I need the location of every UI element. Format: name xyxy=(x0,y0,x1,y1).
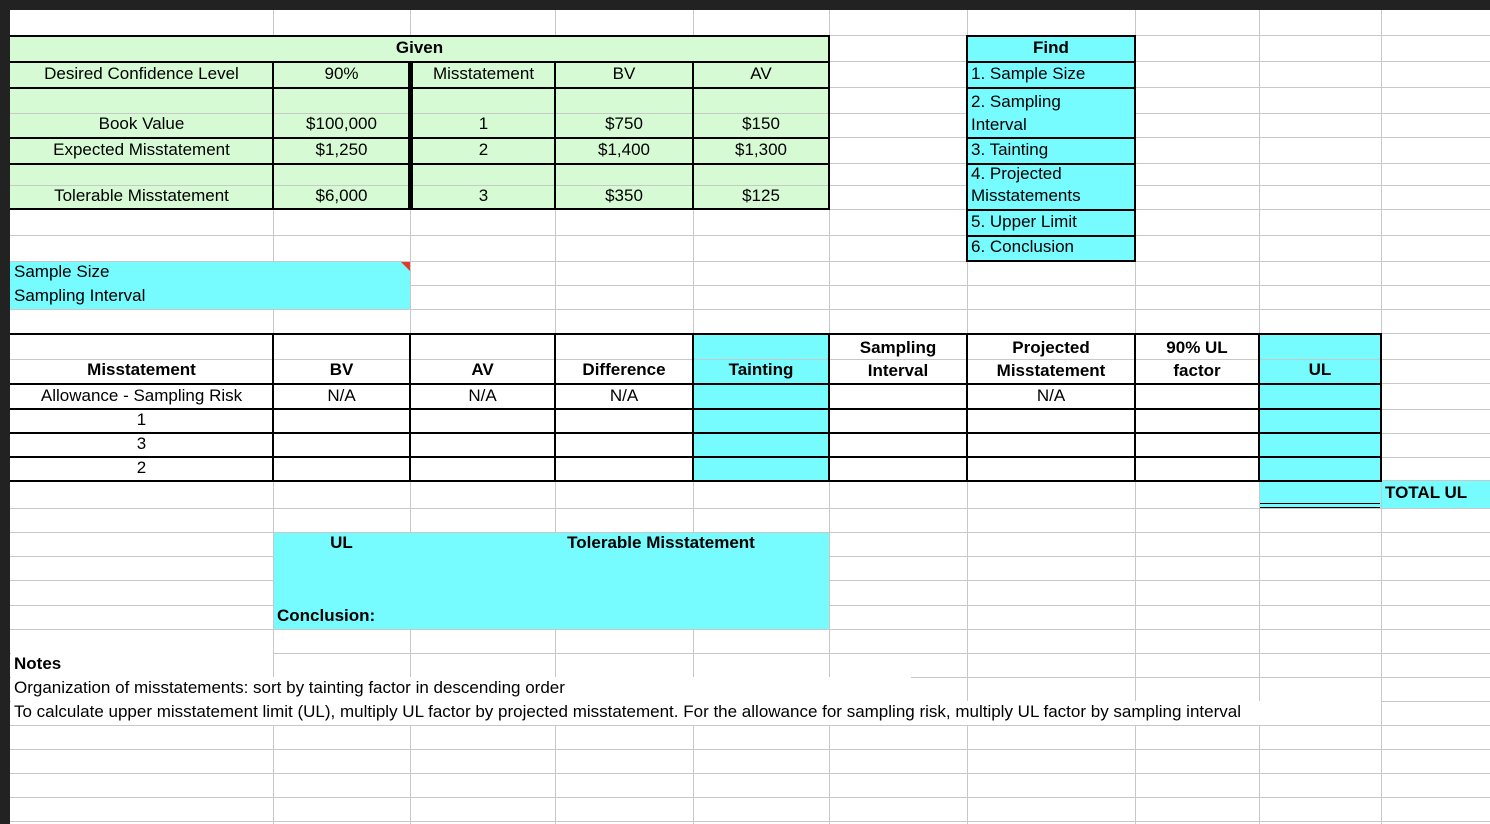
find-item-conclusion[interactable]: 6. Conclusion xyxy=(971,237,1075,256)
compare-ul-label[interactable]: UL xyxy=(330,533,353,552)
notes-line-ul-calculation[interactable]: To calculate upper misstatement limit (UL), multiply UL factor by projected misstatement. For the allowance for sampling risk, multiply UL factor by sampling interval xyxy=(11,701,1381,725)
notes-header[interactable]: Notes xyxy=(11,653,273,677)
label-confidence-level[interactable]: Desired Confidence Level xyxy=(44,64,239,83)
given-header: Given xyxy=(395,38,444,57)
misstatement-bv-1[interactable]: $750 xyxy=(605,114,643,133)
header-av[interactable]: AV xyxy=(750,64,772,83)
compare-tolerable-label[interactable]: Tolerable Misstatement xyxy=(567,533,755,552)
header-bv[interactable]: BV xyxy=(612,64,636,83)
calc-header-bv[interactable]: BV xyxy=(329,360,354,379)
calc-row-allowance-bv[interactable]: N/A xyxy=(327,386,356,405)
calc-header-misstatement[interactable]: Misstatement xyxy=(87,360,196,379)
find-item-tainting[interactable]: 3. Tainting xyxy=(971,140,1049,159)
calc-row-allowance-ul[interactable] xyxy=(1259,385,1381,409)
value-tolerable-misstatement[interactable]: $6,000 xyxy=(315,186,368,205)
calc-row-allowance-difference[interactable]: N/A xyxy=(609,386,639,405)
total-ul-label[interactable]: TOTAL UL xyxy=(1385,483,1468,502)
calc-header-av[interactable]: AV xyxy=(471,360,494,379)
conclusion-label[interactable]: Conclusion: xyxy=(277,606,376,625)
calc-cell-empty[interactable] xyxy=(693,410,829,433)
misstatement-bv-2[interactable]: $1,400 xyxy=(598,140,650,159)
calc-row-allowance-factor[interactable] xyxy=(1135,385,1259,409)
value-expected-misstatement[interactable]: $1,250 xyxy=(315,140,368,159)
misstatement-av-1[interactable]: $150 xyxy=(742,114,780,133)
row-header-edge xyxy=(0,0,10,824)
calc-row-allowance-projected[interactable]: N/A xyxy=(1036,386,1066,405)
calc-row-misstatement-2[interactable]: 2 xyxy=(136,458,147,477)
calc-row-allowance-av[interactable]: N/A xyxy=(468,386,497,405)
sample-size-label[interactable]: Sample Size xyxy=(14,262,110,281)
misstatement-id-1[interactable]: 1 xyxy=(478,114,489,133)
calc-row-misstatement-3[interactable]: 3 xyxy=(136,434,147,453)
calc-header-difference[interactable]: Difference xyxy=(582,360,666,379)
find-header: Find xyxy=(1033,38,1069,57)
misstatement-av-3[interactable]: $125 xyxy=(742,186,780,205)
label-book-value[interactable]: Book Value xyxy=(98,114,185,133)
value-confidence-level[interactable]: 90% xyxy=(324,64,359,83)
misstatement-bv-3[interactable]: $350 xyxy=(605,186,643,205)
misstatement-id-3[interactable]: 3 xyxy=(478,186,489,205)
header-misstatement[interactable]: Misstatement xyxy=(432,64,535,83)
calc-header-ul[interactable]: UL xyxy=(1308,360,1332,379)
find-item-projected-misstatements[interactable]: 4. Projected Misstatements xyxy=(971,164,1081,205)
calc-row-allowance-tainting[interactable] xyxy=(693,385,829,409)
calc-header-sampling-interval[interactable]: Sampling Interval xyxy=(859,338,937,380)
misstatement-av-2[interactable]: $1,300 xyxy=(735,140,787,159)
window-top-bar xyxy=(0,0,1490,10)
calc-header-projected-misstatement[interactable]: Projected Misstatement xyxy=(996,338,1106,380)
calc-row-allowance-label[interactable]: Allowance - Sampling Risk xyxy=(40,386,243,405)
calc-cell-empty[interactable] xyxy=(1259,410,1381,433)
sampling-interval-label[interactable]: Sampling Interval xyxy=(14,286,146,305)
notes-line-sort[interactable]: Organization of misstatements: sort by tainting factor in descending order xyxy=(11,677,911,701)
value-book-value[interactable]: $100,000 xyxy=(306,114,377,133)
misstatement-id-2[interactable]: 2 xyxy=(478,140,489,159)
calc-row-allowance-interval[interactable] xyxy=(829,385,967,409)
calc-header-tainting[interactable]: Tainting xyxy=(728,360,794,379)
calc-header-ul-factor[interactable]: 90% UL factor xyxy=(1166,338,1228,380)
label-expected-misstatement[interactable]: Expected Misstatement xyxy=(53,140,230,159)
find-item-sampling-interval[interactable]: 2. Sampling Interval xyxy=(971,92,1061,134)
calc-row-misstatement-1[interactable]: 1 xyxy=(136,410,147,429)
find-item-upper-limit[interactable]: 5. Upper Limit xyxy=(971,212,1077,231)
find-item-sample-size[interactable]: 1. Sample Size xyxy=(971,64,1086,83)
calc-cell-empty[interactable] xyxy=(273,410,410,433)
label-tolerable-misstatement[interactable]: Tolerable Misstatement xyxy=(54,186,229,205)
